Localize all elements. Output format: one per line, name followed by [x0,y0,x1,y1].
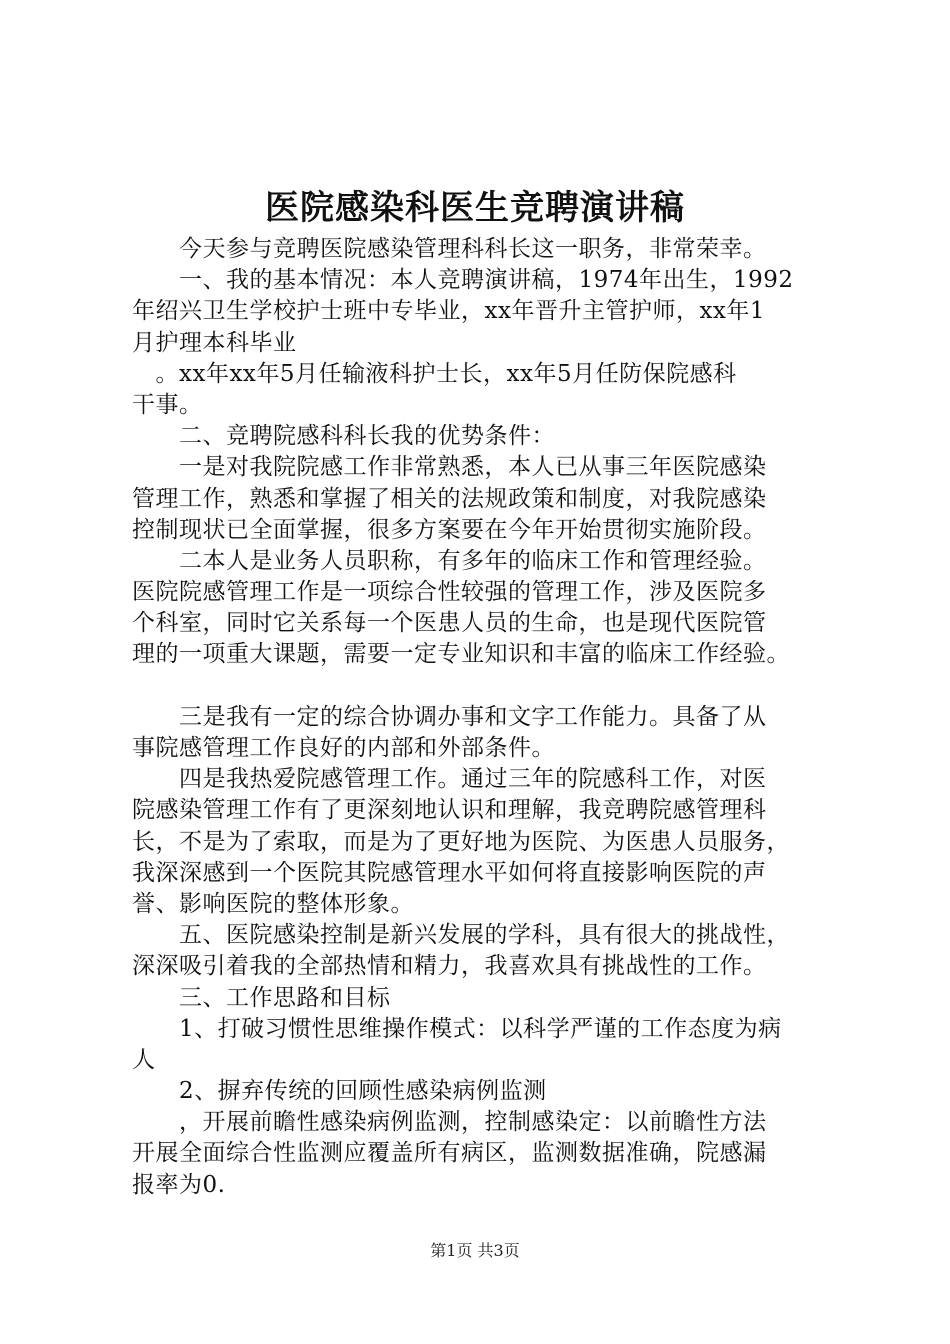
body-line: 三、工作思路和目标 [132,984,391,1011]
body-line: 医院院感管理工作是一项综合性较强的管理工作，涉及医院多 [132,579,767,606]
body-line: 三是我有一定的综合协调办事和文字工作能力。具备了从 [132,703,767,730]
body-line: 二、竞聘院感科科长我的优势条件： [132,423,555,450]
body-line: 。xx年xx年5月任输液科护士长，xx年5月任防保院感科 [132,360,737,387]
body-line: 长，不是为了索取，而是为了更好地为医院、为医患人员服务， [132,828,790,855]
body-line: 2、摒弃传统的回顾性感染病例监测 [132,1078,547,1105]
body-line: 开展全面综合性监测应覆盖所有病区，监测数据准确，院感漏 [132,1140,767,1167]
body-line: 月护理本科毕业 [132,329,297,356]
body-line: 四是我热爱院感管理工作。通过三年的院感科工作，对医 [132,766,767,793]
document-title: 医院感染科医生竞聘演讲稿 [265,188,685,228]
body-line: 一、我的基本情况：本人竞聘演讲稿，1974年出生，1992 [132,267,794,294]
body-line: 誉、影响医院的整体形象。 [132,890,414,917]
body-line: 1、打破习惯性思维操作模式：以科学严谨的工作态度为病 [132,1015,782,1042]
body-line: 一是对我院院感工作非常熟悉，本人已从事三年医院感染 [132,454,767,481]
body-line: 院感染管理工作有了更深刻地认识和理解，我竞聘院感管理科 [132,797,767,824]
body-line: 二本人是业务人员职称，有多年的临床工作和管理经验。 [132,547,767,574]
body-line: 理的一项重大课题，需要一定专业知识和丰富的临床工作经验。 [132,641,790,668]
body-line: 人 [132,1046,156,1073]
document-body [132,234,832,1201]
page-footer: 第1页 共3页 [430,1241,520,1260]
body-line: 干事。 [132,391,203,418]
body-line: 深深吸引着我的全部热情和精力，我喜欢具有挑战性的工作。 [132,953,767,980]
body-line: 五、医院感染控制是新兴发展的学科，具有很大的挑战性， [132,922,790,949]
body-line [132,671,832,702]
body-line: ，开展前瞻性感染病例监测，控制感染定：以前瞻性方法 [132,1109,767,1136]
body-line: 个科室，同时它关系每一个医患人员的生命，也是现代医院管 [132,610,767,637]
body-line: 控制现状已全面掌握，很多方案要在今年开始贯彻实施阶段。 [132,516,767,543]
body-line: 今天参与竞聘医院感染管理科科长这一职务，非常荣幸。 [132,236,767,262]
body-line: 我深深感到一个医院其院感管理水平如何将直接影响医院的声 [132,859,767,886]
body-line: 报率为0. [132,1171,226,1198]
body-line: 年绍兴卫生学校护士班中专毕业，xx年晋升主管护师，xx年1 [132,298,766,325]
body-line: 事院感管理工作良好的内部和外部条件。 [132,735,555,761]
body-line: 管理工作，熟悉和掌握了相关的法规政策和制度，对我院感染 [132,485,767,512]
